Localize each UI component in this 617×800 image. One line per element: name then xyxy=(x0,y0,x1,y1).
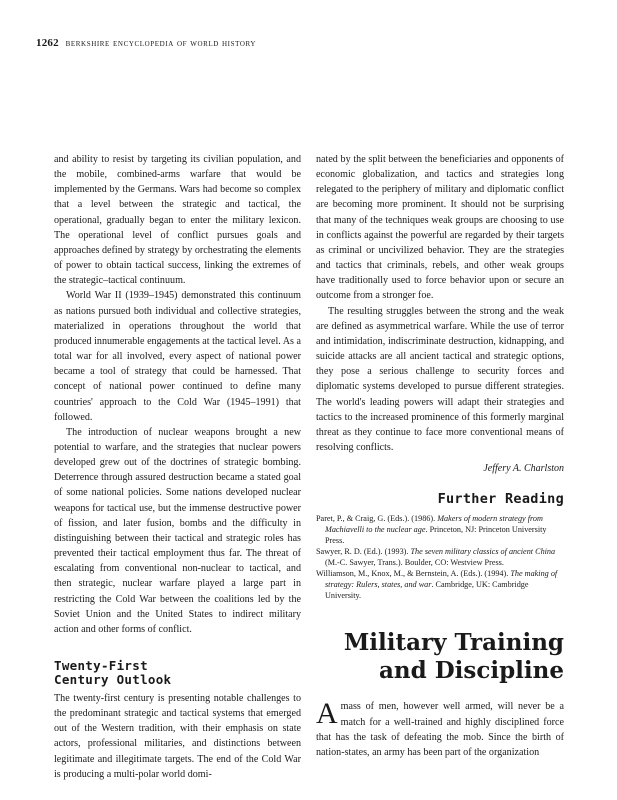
body-paragraph: The introduction of nuclear weapons brought a new potential to warfare, and the strategies that nuclear powers developed grew out of the doctrines of strategic bombing. Deterrence through assured destruction became a stated goal of some national policies. Some nations developed nuclear weapons for tactical use, but the immense destructive power of fission, and later fusion, bombs and the difficulty in distinguishing between their tactical and strategic roles has prevented their tactical employment thus far. The threat of escalating from conventional non-nuclear to tactical, and then strategic, nuclear warfare played a large part in restricting the Cold War between the coalitions led by the Soviet Union and the United States to indirect military action and other forms of conflict. xyxy=(54,426,301,635)
author-signature: Jeffery A. Charlston xyxy=(483,463,564,475)
further-reading-heading: Further Reading xyxy=(437,491,564,508)
reference-item xyxy=(316,546,564,568)
reference-list xyxy=(316,513,564,601)
page-number: 1262 xyxy=(36,37,59,49)
drop-cap: A xyxy=(316,697,338,731)
article-title-line: and Discipline xyxy=(379,657,564,685)
reference-item xyxy=(316,513,564,546)
article-title xyxy=(316,629,564,685)
reference-text: Williamson, M., Knox, M., & Bernstein, A. (Eds.). (1994). xyxy=(316,569,511,579)
reference-text: . Princeton, NJ: Princeton University Press. xyxy=(325,525,547,546)
reference-title: The seven military classics of ancient China xyxy=(410,547,556,557)
running-head xyxy=(36,37,256,49)
article-title-line: Military Training xyxy=(343,629,564,657)
body-paragraph: and ability to resist by targeting its civilian population, and the mobile, combined-arms warfare that would be implemented by the Germans. Wars had become so complex that a level between the strategic and tactical, the operational, gradually began to enter the military lexicon. The operational level of conflict pursues goals and approaches defined by strategy by orchestrating the elements of power to obtain tactical success, linking the extremes of the strategic–tactical continuum. xyxy=(54,154,301,287)
section-heading xyxy=(54,659,301,687)
reference-item xyxy=(316,568,564,601)
body-paragraph: The resulting struggles between the strong and the weak are defined as asymmetrical warfare. While the use of terror and intimidation, indiscriminate destruction, kidnapping, and suicide attacks are all ancient tactical and strategic options, they pose a serious challenge to security forces and diplomatic systems developed to pursue different strategies. The world's leading powers will adapt their strategies and tactics to the increased prominence of this formerly marginal threat as they continue to face more conventional means of resolving conflicts. xyxy=(316,305,564,453)
body-paragraph: nated by the split between the beneficiaries and opponents of economic globalization, and tactics and strategies long relegated to the periphery of military and diplomatic conflict are becoming more prominent. It should not be surprising that many of the techniques weak groups are choosing to use in conflicts against the powerful are regarded by their targets as criminal or uncivilized behavior. They are the strategies and tactics that criminals, rebels, and other weak groups have traditionally used to force behavior upon or secure an outcome from a stronger foe. xyxy=(316,154,564,302)
reference-text: (M.-C. Sawyer, Trans.). Boulder, CO: Westview Press. xyxy=(325,558,504,568)
section-heading-line: Century Outlook xyxy=(54,672,172,687)
right-column xyxy=(316,152,564,760)
reference-text: Sawyer, R. D. (Ed.). (1993). xyxy=(316,547,411,557)
reference-text: Paret, P., & Craig, G. (Eds.). (1986). xyxy=(316,514,438,524)
section-heading-line: Twenty-First xyxy=(54,658,148,673)
body-paragraph: World War II (1939–1945) demonstrated this continuum as nations pursued both individual and collective strategies, materialized in operations throughout the world that produced innumerable engagements at the tactical level. As a total war for all involved, every aspect of national power became a tool of strategy that could be harnessed. That concept of national power continued to define many countries' approach to the Cold War (1945–1991) that followed. xyxy=(54,290,301,423)
reference-title: The making of strategy: Rulers, states, and war xyxy=(325,569,558,590)
left-column xyxy=(54,152,301,782)
body-paragraph: The twenty-first century is presenting notable challenges to the predominant strategic and tactical systems that emerged out of the Western tradition, with their emphasis on state actors, professional militaries, and distinctions between legitimate and illegitimate targets. The end of the Cold War is producing a multi-polar world domi- xyxy=(54,693,301,780)
running-title: berkshire encyclopedia of world history xyxy=(65,38,257,49)
reference-text: . Cambridge, UK: Cambridge University. xyxy=(325,580,529,601)
article-first-paragraph xyxy=(316,699,564,760)
reference-title: Makers of modern strategy from Machiavelli to the nuclear age xyxy=(325,514,543,535)
article-first-paragraph-text: mass of men, however well armed, will never be a match for a well-trained and highly disciplined force that has the task of defeating the mob. Since the birth of nation-states, an army has been part of the organization xyxy=(316,701,564,758)
